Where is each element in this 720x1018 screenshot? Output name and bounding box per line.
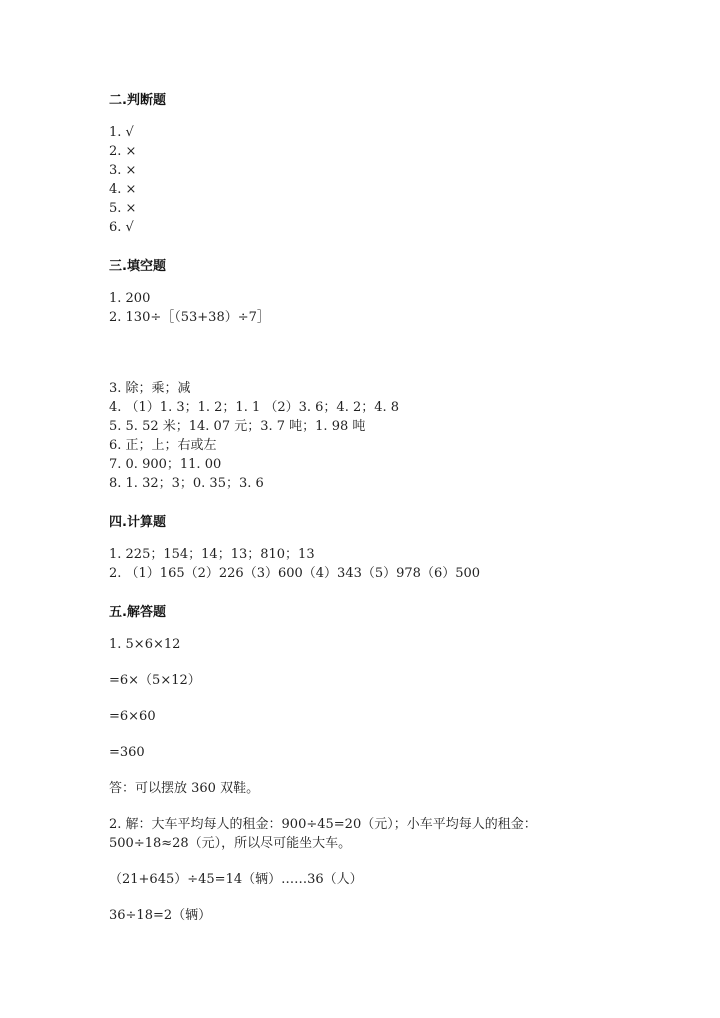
answer-line: （21+645）÷45=14（辆）……36（人） xyxy=(109,872,363,887)
section-answer-title: 五.解答题 xyxy=(109,605,166,620)
section-judge-title: 二.判断题 xyxy=(109,93,166,108)
answer-line: 36÷18=2（辆） xyxy=(109,908,212,923)
calc-item: 1. 225；154；14；13；810；13 xyxy=(109,547,315,562)
judge-item: 3. × xyxy=(109,163,137,178)
judge-item: 5. × xyxy=(109,201,137,216)
judge-item: 4. × xyxy=(109,182,137,197)
judge-item: 1. √ xyxy=(109,125,134,140)
calc-item: 2. （1）165（2）226（3）600（4）343（5）978（6）500 xyxy=(109,566,481,581)
answer-line: 1. 5×6×12 xyxy=(109,637,181,652)
judge-item: 6. √ xyxy=(109,220,134,235)
fill-item: 2. 130÷［（53+38）÷7］ xyxy=(109,310,270,325)
fill-item: 8. 1. 32；3；0. 35；3. 6 xyxy=(109,476,264,491)
answer-line: =6×（5×12） xyxy=(109,673,201,688)
answer-line: 2. 解：大车平均每人的租金：900÷45=20（元）；小车平均每人的租金： xyxy=(109,817,537,832)
section-calc-title: 四.计算题 xyxy=(109,515,166,530)
fill-item: 7. 0. 900；11. 00 xyxy=(109,457,222,472)
answer-line: 500÷18≈28（元），所以尽可能坐大车。 xyxy=(109,836,352,851)
answer-line: =360 xyxy=(109,745,145,760)
section-fill-title: 三.填空题 xyxy=(109,259,166,274)
fill-item: 1. 200 xyxy=(109,291,151,306)
answer-line: 答：可以摆放 360 双鞋。 xyxy=(109,781,260,796)
judge-item: 2. × xyxy=(109,144,137,159)
fill-item: 3. 除；乘；减 xyxy=(109,381,191,396)
fill-item: 5. 5. 52 米；14. 07 元；3. 7 吨；1. 98 吨 xyxy=(109,419,366,434)
answer-page xyxy=(109,0,669,1018)
fill-item: 6. 正；上；右或左 xyxy=(109,438,217,453)
fill-item: 4. （1）1. 3；1. 2；1. 1 （2）3. 6；4. 2；4. 8 xyxy=(109,400,400,415)
answer-line: =6×60 xyxy=(109,709,156,724)
